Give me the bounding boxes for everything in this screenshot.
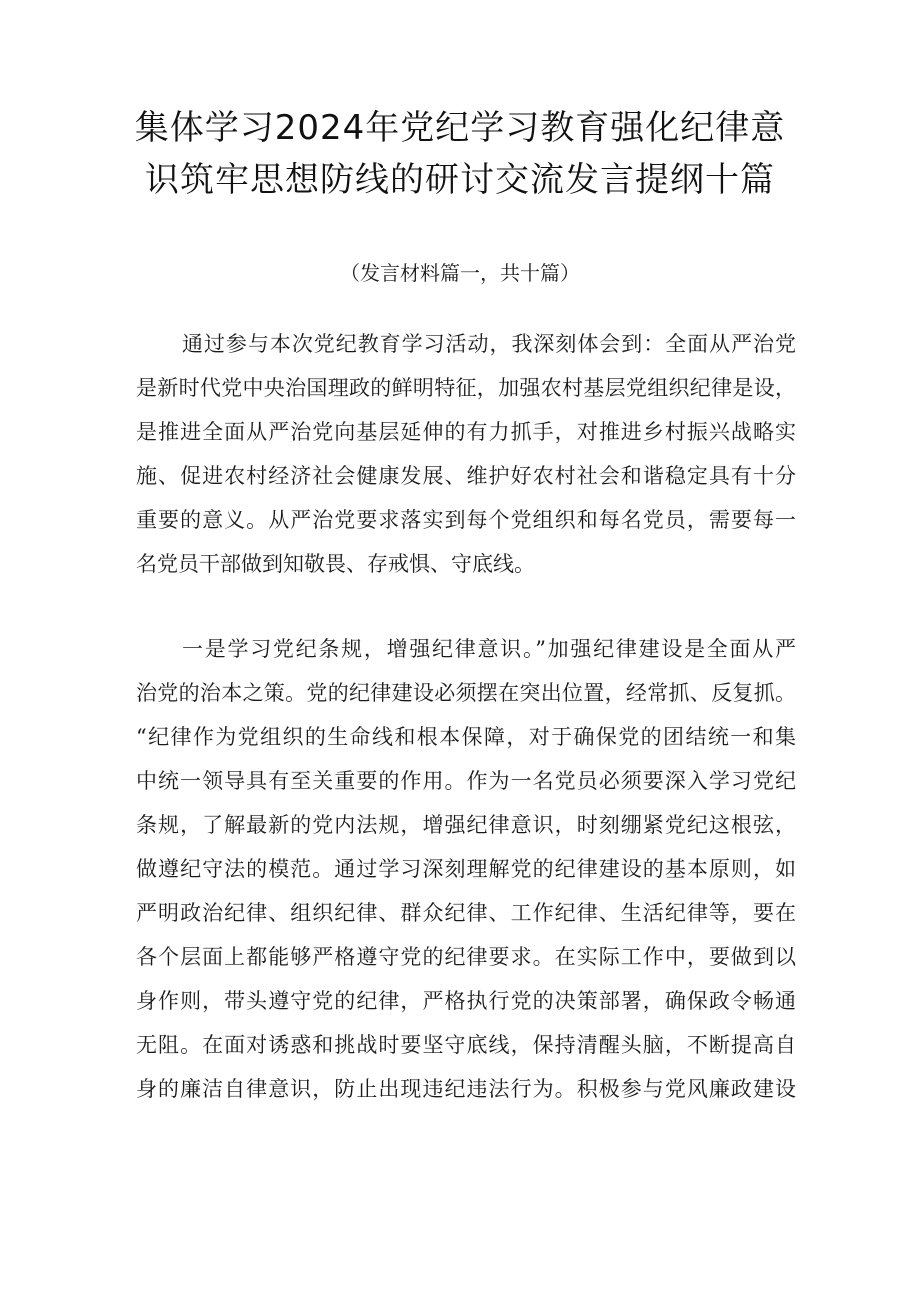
paragraph-line: 严明政治纪律、组织纪律、群众纪律、工作纪律、生活纪律等，要在	[136, 901, 796, 925]
document-subtitle: （发言材料篇一，共十篇）	[340, 261, 580, 285]
document-title-line-2: 识筑牢思想防线的研讨交流发言提纲十篇	[145, 160, 775, 200]
paragraph-line: 重要的意义。从严治党要求落实到每个党组织和每名党员，需要每一	[136, 508, 796, 532]
paragraph-line: 各个层面上都能够严格遵守党的纪律要求。在实际工作中，要做到以	[136, 945, 796, 969]
paragraph-line: 身的廉洁自律意识，防止出现违纪违法行为。积极参与党风廉政建设	[136, 1077, 796, 1101]
paragraph-1	[136, 322, 796, 586]
paragraph-line: 无阻。在面对诱惑和挑战时要坚守底线，保持清醒头脑，不断提高自	[136, 1033, 796, 1057]
paragraph-line: 条规，了解最新的党内法规，增强纪律意识，时刻绷紧党纪这根弦，	[136, 813, 796, 837]
document-title-line-1: 集体学习2024年党纪学习教育强化纪律意	[134, 108, 786, 148]
paragraph-2	[136, 627, 796, 1111]
paragraph-line: 施、促进农村经济社会健康发展、维护好农村社会和谐稳定具有十分	[136, 464, 796, 488]
paragraph-line: 做遵纪守法的模范。通过学习深刻理解党的纪律建设的基本原则，如	[136, 857, 796, 881]
paragraph-line: 身作则，带头遵守党的纪律，严格执行党的决策部署，确保政令畅通	[136, 989, 796, 1013]
paragraph-line: “纪律作为党组织的生命线和根本保障，对于确保党的团结统一和集	[136, 725, 796, 749]
paragraph-line: 中统一领导具有至关重要的作用。作为一名党员必须要深入学习党纪	[136, 769, 796, 793]
paragraph-line: 治党的治本之策。党的纪律建设必须摆在突出位置，经常抓、反复抓。	[136, 681, 796, 705]
paragraph-line: 是新时代党中央治国理政的鲜明特征，加强农村基层党组织纪律是设，	[136, 376, 796, 400]
paragraph-line: 是推进全面从严治党向基层延伸的有力抓手，对推进乡村振兴战略实	[136, 420, 796, 444]
paragraph-line: 名党员干部做到知敬畏、存戒惧、守底线。	[136, 552, 535, 576]
paragraph-line: 一是学习党纪条规，增强纪律意识。”加强纪律建设是全面从严	[182, 637, 796, 661]
paragraph-line: 通过参与本次党纪教育学习活动，我深刻体会到：全面从严治党	[182, 332, 796, 356]
